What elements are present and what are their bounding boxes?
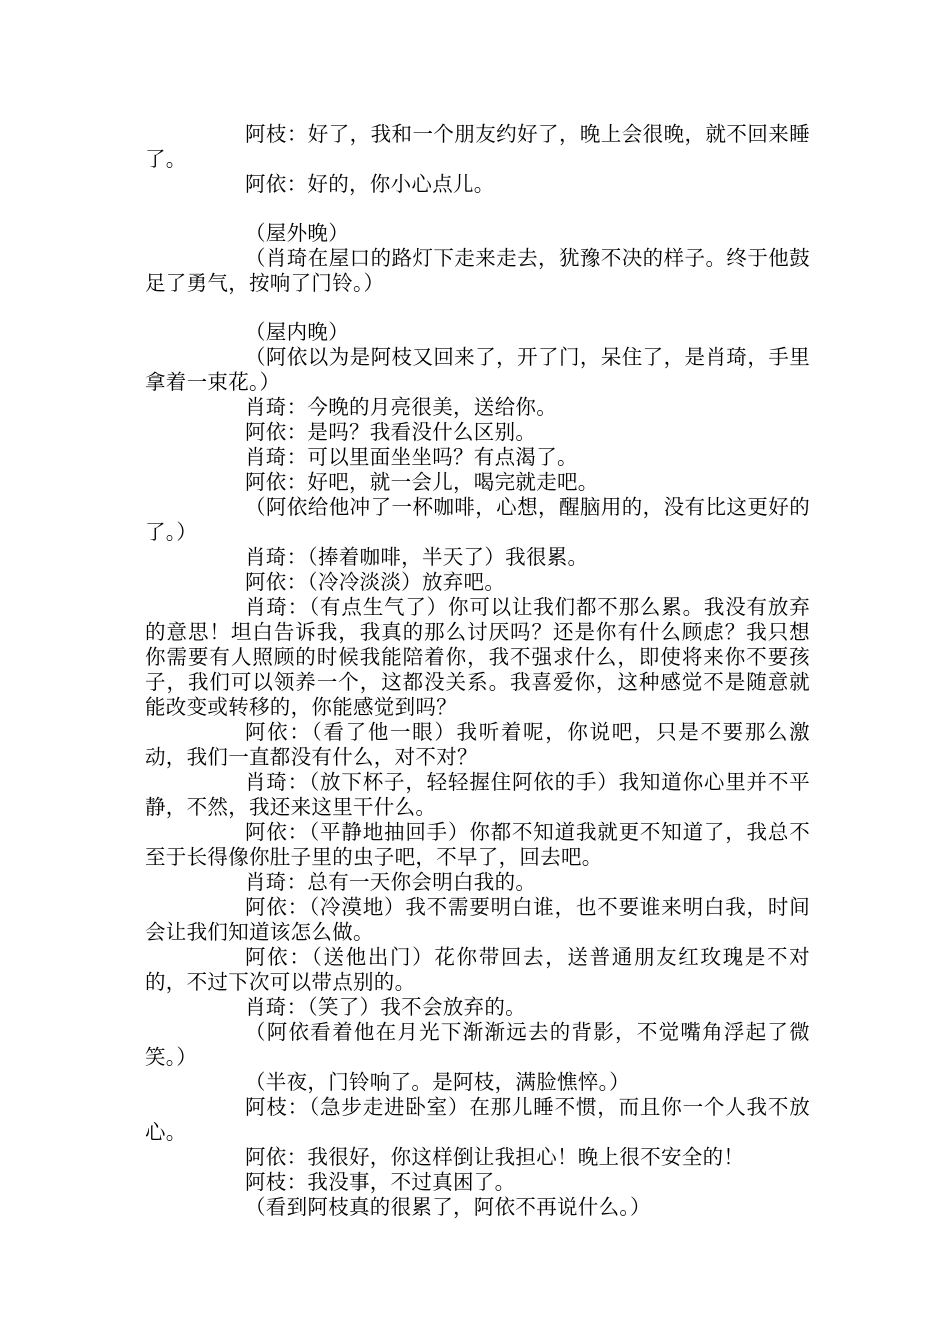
dialogue-line: 阿依：我很好，你这样倒让我担心！晚上很不安全的！ — [245, 1145, 745, 1169]
stage-direction: （阿依以为是阿枝又回来了，开了门，呆住了，是肖琦，手里拿着一束花。） — [145, 345, 810, 394]
dialogue-line: 肖琦：（捧着咖啡，半天了）我很累。 — [245, 545, 589, 569]
document-page — [145, 122, 810, 1220]
dialogue-line: 肖琦：总有一天你会明白我的。 — [245, 870, 537, 894]
dialogue-line: 阿枝：（急步走进卧室）在那儿睡不惯，而且你一个人我不放心。 — [145, 1095, 810, 1144]
stage-direction: （阿依看着他在月光下渐渐远去的背影，不觉嘴角浮起了微笑。） — [145, 1020, 810, 1069]
stage-direction: （半夜，门铃响了。是阿枝，满脸憔悴。） — [245, 1070, 630, 1094]
blank-line — [145, 197, 810, 221]
dialogue-line: 阿枝：我没事，不过真困了。 — [245, 1170, 516, 1194]
stage-direction: （肖琦在屋口的路灯下走来走去，犹豫不决的样子。终于他鼓足了勇气，按响了门铃。） — [145, 246, 810, 295]
dialogue-line: 肖琦：（放下杯子，轻轻握住阿依的手）我知道你心里并不平静，不然，我还来这里干什么。 — [145, 770, 810, 819]
dialogue-line: 阿依：（看了他一眼）我听着呢，你说吧，只是不要那么激动，我们一直都没有什么，对不对？ — [145, 720, 810, 769]
dialogue-line: 阿依：（冷漠地）我不需要明白谁，也不要谁来明白我，时间会让我们知道该怎么做。 — [145, 895, 810, 944]
dialogue-line: 阿依：好的，你小心点儿。 — [245, 172, 495, 196]
dialogue-line: 阿依：（平静地抽回手）你都不知道我就更不知道了，我总不至于长得像你肚子里的虫子吧，不早了，回去吧。 — [145, 820, 810, 869]
blank-line — [145, 296, 810, 320]
dialogue-line: 阿依：好吧，就一会儿，喝完就走吧。 — [245, 470, 599, 494]
dialogue-line: 阿依：是吗？我看没什么区别。 — [245, 420, 537, 444]
dialogue-line: 阿枝：好了，我和一个朋友约好了，晚上会很晚，就不回来睡了。 — [145, 122, 810, 171]
stage-direction: （看到阿枝真的很累了，阿依不再说什么。） — [245, 1195, 651, 1219]
scene-heading: （屋外晚） — [245, 221, 349, 245]
dialogue-line: 肖琦：（笑了）我不会放弃的。 — [245, 995, 526, 1019]
scene-heading: （屋内晚） — [245, 320, 349, 344]
stage-direction: （阿依给他冲了一杯咖啡，心想，醒脑用的，没有比这更好的了。） — [145, 495, 810, 544]
dialogue-line: 肖琦：可以里面坐坐吗？有点渴了。 — [245, 445, 578, 469]
dialogue-line: 肖琦：（有点生气了）你可以让我们都不那么累。我没有放弃的意思！坦白告诉我，我真的那么讨厌吗？还是你有什么顾虑？我只想你需要有人照顾的时候我能陪着你，我不强求什么，即使将来你不要孩子，我们可以领养一个，这都没关系。我喜爱你，这种感觉不是随意就能改变或转移的，你能感觉到吗？ — [145, 595, 810, 719]
dialogue-line: 肖琦：今晚的月亮很美，送给你。 — [245, 395, 557, 419]
dialogue-line: 阿依：（送他出门）花你带回去，送普通朋友红玫瑰是不对的，不过下次可以带点别的。 — [145, 945, 810, 994]
dialogue-line: 阿依：（冷冷淡淡）放弃吧。 — [245, 570, 506, 594]
